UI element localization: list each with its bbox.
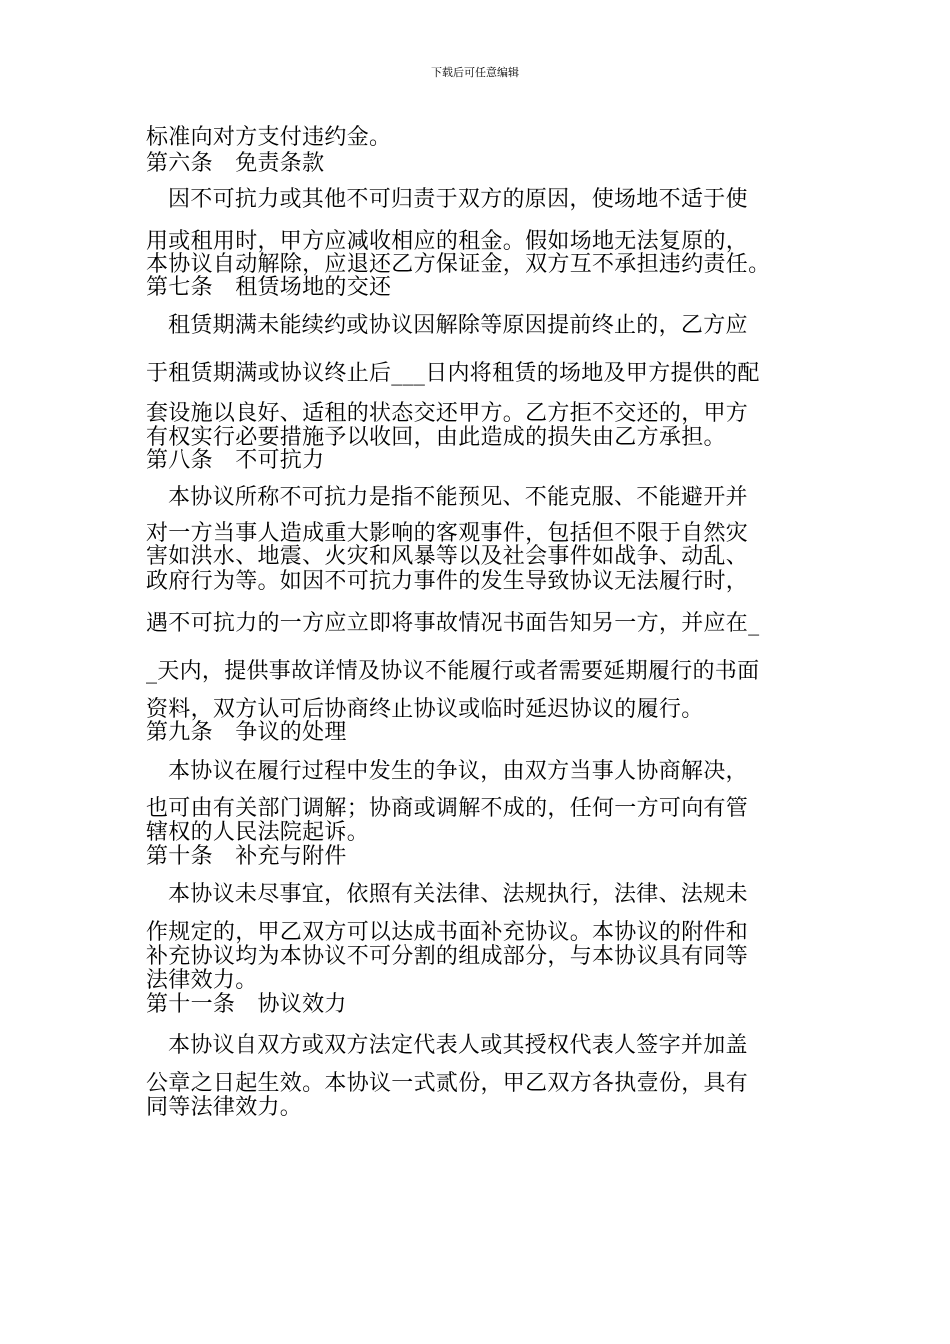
paragraph-line: 对一方当事人造成重大影响的客观事件，包括但不限于自然灾 <box>146 521 749 546</box>
paragraph-line: 有权实行必要措施予以收回，由此造成的损失由乙方承担。 <box>146 425 726 450</box>
section-heading-8: 第八条 不可抗力 <box>146 448 325 473</box>
section-heading-6: 第六条 免责条款 <box>146 151 325 176</box>
paragraph-line: 本协议自双方或双方法定代表人或其授权代表人签字并加盖 <box>168 1033 748 1058</box>
paragraph-line: 租赁期满未能续约或协议因解除等原因提前终止的，乙方应 <box>168 313 748 338</box>
paragraph-line: 政府行为等。如因不可抗力事件的发生导致协议无法履行时， <box>146 569 749 594</box>
section-heading-11: 第十一条 协议效力 <box>146 992 347 1017</box>
paragraph-line: 本协议自动解除，应退还乙方保证金，双方互不承担违约责任。 <box>146 252 771 277</box>
paragraph-line: 本协议未尽事宜，依照有关法律、法规执行，法律、法规未 <box>168 882 748 907</box>
paragraph-line: 套设施以良好、适租的状态交还甲方。乙方拒不交还的，甲方 <box>146 401 749 426</box>
paragraph-line: 辖权的人民法院起诉。 <box>146 820 370 845</box>
paragraph-line: 遇不可抗力的一方应立即将事故情况书面告知另一方，并应在_ <box>146 611 760 636</box>
paragraph-line: 补充协议均为本协议不可分割的组成部分，与本协议具有同等 <box>146 944 749 969</box>
section-heading-10: 第十条 补充与附件 <box>146 844 347 869</box>
paragraph-line: 也可由有关部门调解；协商或调解不成的，任何一方可向有管 <box>146 796 749 821</box>
page-header: 下载后可任意编辑 <box>431 66 519 79</box>
paragraph-line: 法律效力。 <box>146 968 258 993</box>
paragraph-line: _天内，提供事故详情及协议不能履行或者需要延期履行的书面 <box>146 659 760 684</box>
paragraph-line: 公章之日起生效。本协议一式贰份，甲乙双方各执壹份，具有 <box>146 1071 749 1096</box>
paragraph-line: 资料，双方认可后协商终止协议或临时延迟协议的履行。 <box>146 697 704 722</box>
paragraph-line: 因不可抗力或其他不可归责于双方的原因，使场地不适于使 <box>168 187 748 212</box>
section-heading-7: 第七条 租赁场地的交还 <box>146 275 392 300</box>
paragraph-line: 于租赁期满或协议终止后___日内将租赁的场地及甲方提供的配 <box>146 361 760 386</box>
section-heading-9: 第九条 争议的处理 <box>146 720 347 745</box>
paragraph-line: 本协议在履行过程中发生的争议，由双方当事人协商解决， <box>168 759 748 784</box>
paragraph-line: 本协议所称不可抗力是指不能预见、不能克服、不能避开并 <box>168 485 748 510</box>
paragraph-line: 同等法律效力。 <box>146 1095 303 1120</box>
paragraph-line: 用或租用时，甲方应减收相应的租金。假如场地无法复原的， <box>146 229 749 254</box>
paragraph-line: 害如洪水、地震、火灾和风暴等以及社会事件如战争、动乱、 <box>146 544 749 569</box>
paragraph-line: 作规定的，甲乙双方可以达成书面补充协议。本协议的附件和 <box>146 920 749 945</box>
paragraph-line: 标准向对方支付违约金。 <box>146 125 392 150</box>
